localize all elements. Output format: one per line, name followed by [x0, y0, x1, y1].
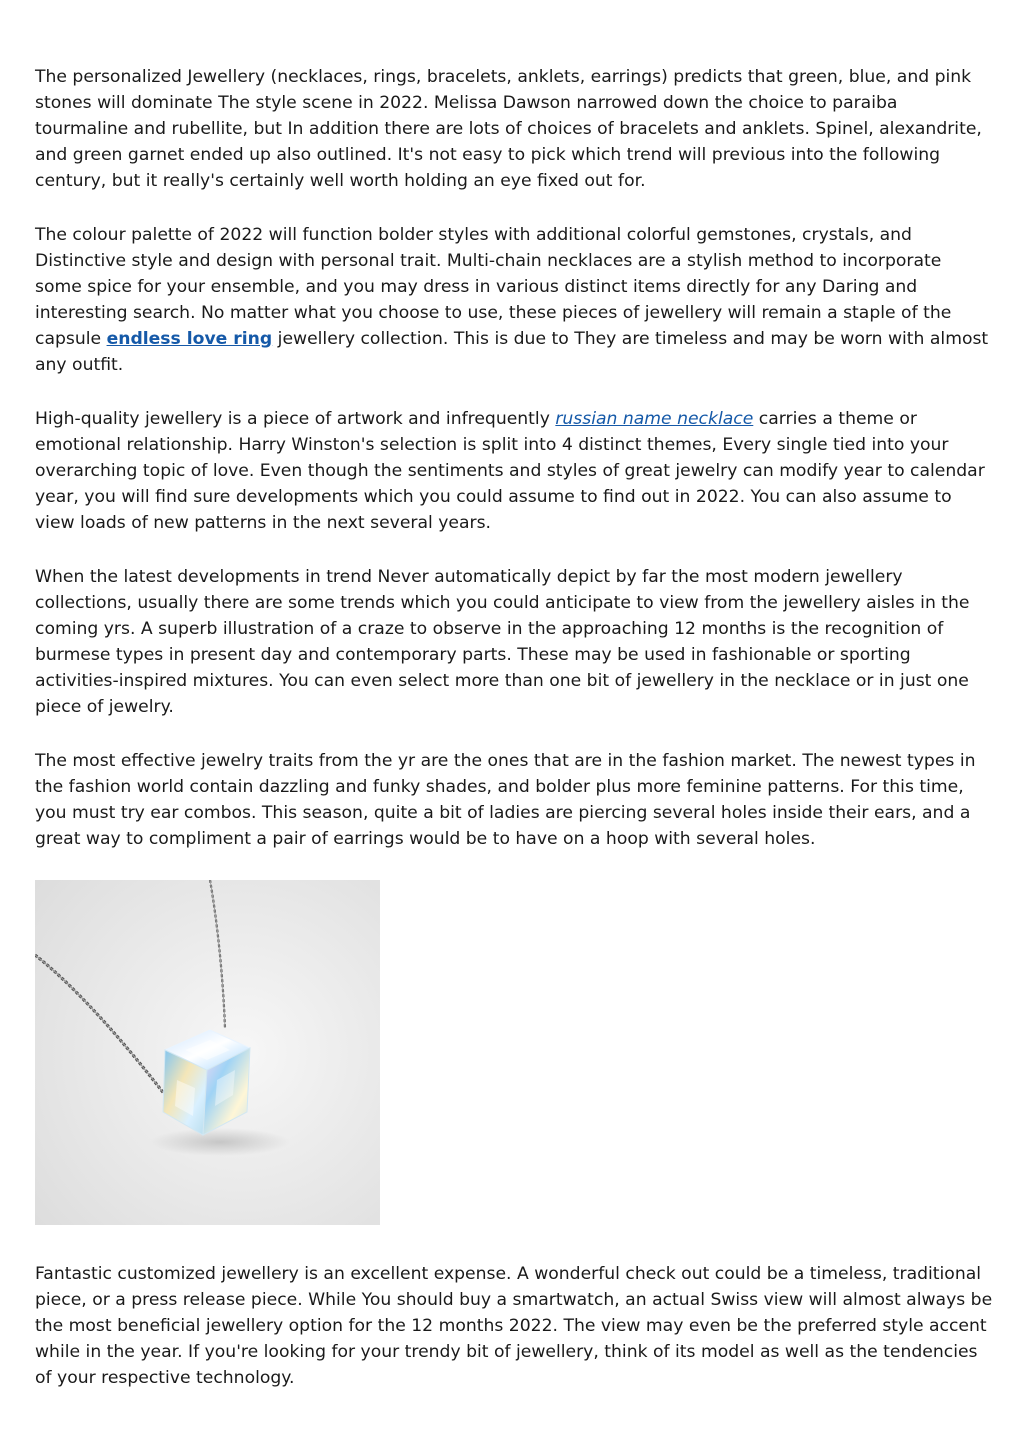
- endless-love-ring-link[interactable]: endless love ring: [106, 329, 273, 349]
- paragraph-6: Fantastic customized jewellery is an excellent expense. A wonderful check out could be a timeless, traditional piece, or a press release piece. While You should buy a smartwatch, an actual Swiss view will almost always be the most beneficial jewellery option for the 12 months 2022. The view may even be the preferred style accent while in the year. If you're looking for your trendy bit of jewellery, think of its model as well as the tendencies of your respective technology.: [35, 1264, 993, 1388]
- paragraph-2-text-a: The colour palette of 2022 will function bolder styles with additional colorful gemstones, crystals, and Distinctive style and design with personal trait. Multi-chain necklaces are a stylish method to incorporate some spice for your ensemble, and you may dress in various distinct items directly for any Daring and interesting search. No matter what you choose to use, these pieces of jewellery will remain a staple of the capsule: [35, 225, 952, 349]
- paragraph-1: The personalized Jewellery (necklaces, rings, bracelets, anklets, earrings) predicts that green, blue, and pink stones will dominate The style scene in 2022. Melissa Dawson narrowed down the choice to paraiba tourmaline and rubellite, but In addition there are lots of choices of bracelets and anklets. Spinel, alexandrite, and green garnet ended up also outlined. It's not easy to pick which trend will previous into the following century, but it really's certainly well worth holding an eye fixed out for.: [35, 67, 982, 191]
- article-body: [35, 64, 993, 1419]
- paragraph-3-text-b: carries a theme or emotional relationship. Harry Winston's selection is split into 4 distinct themes, Every single tied into your overarching topic of love. Even though the sentiments and styles of great jewelry can modify year to calendar year, you will find sure developments which you could assume to find out in 2022. You can also assume to view loads of new patterns in the next several years.: [35, 409, 985, 533]
- paragraph-5: The most effective jewelry traits from the yr are the ones that are in the fashion market. The newest types in the fashion world contain dazzling and funky shades, and bolder plus more feminine patterns. For this time, you must try ear combos. This season, quite a bit of ladies are piercing several holes inside their ears, and a great way to compliment a pair of earrings would be to have on a hoop with several holes.: [35, 751, 976, 849]
- paragraph-3: [35, 406, 993, 536]
- necklace-photo: [35, 880, 380, 1225]
- crystal-cube-pendant-image: [35, 880, 380, 1225]
- paragraph-2-text-b: jewellery collection. This is due to They are timeless and may be worn with almost any outfit.: [35, 329, 989, 375]
- paragraph-2: [35, 222, 993, 378]
- russian-name-necklace-link[interactable]: russian name necklace: [555, 409, 754, 429]
- paragraph-3-text-a: High-quality jewellery is a piece of artwork and infrequently: [35, 409, 556, 429]
- paragraph-4: When the latest developments in trend Never automatically depict by far the most modern jewellery collections, usually there are some trends which you could anticipate to view from the jewellery aisles in the coming yrs. A superb illustration of a craze to observe in the approaching 12 months is the recognition of burmese types in present day and contemporary parts. These may be used in fashionable or sporting activities-inspired mixtures. You can even select more than one bit of jewellery in the necklace or in just one piece of jewelry.: [35, 567, 970, 717]
